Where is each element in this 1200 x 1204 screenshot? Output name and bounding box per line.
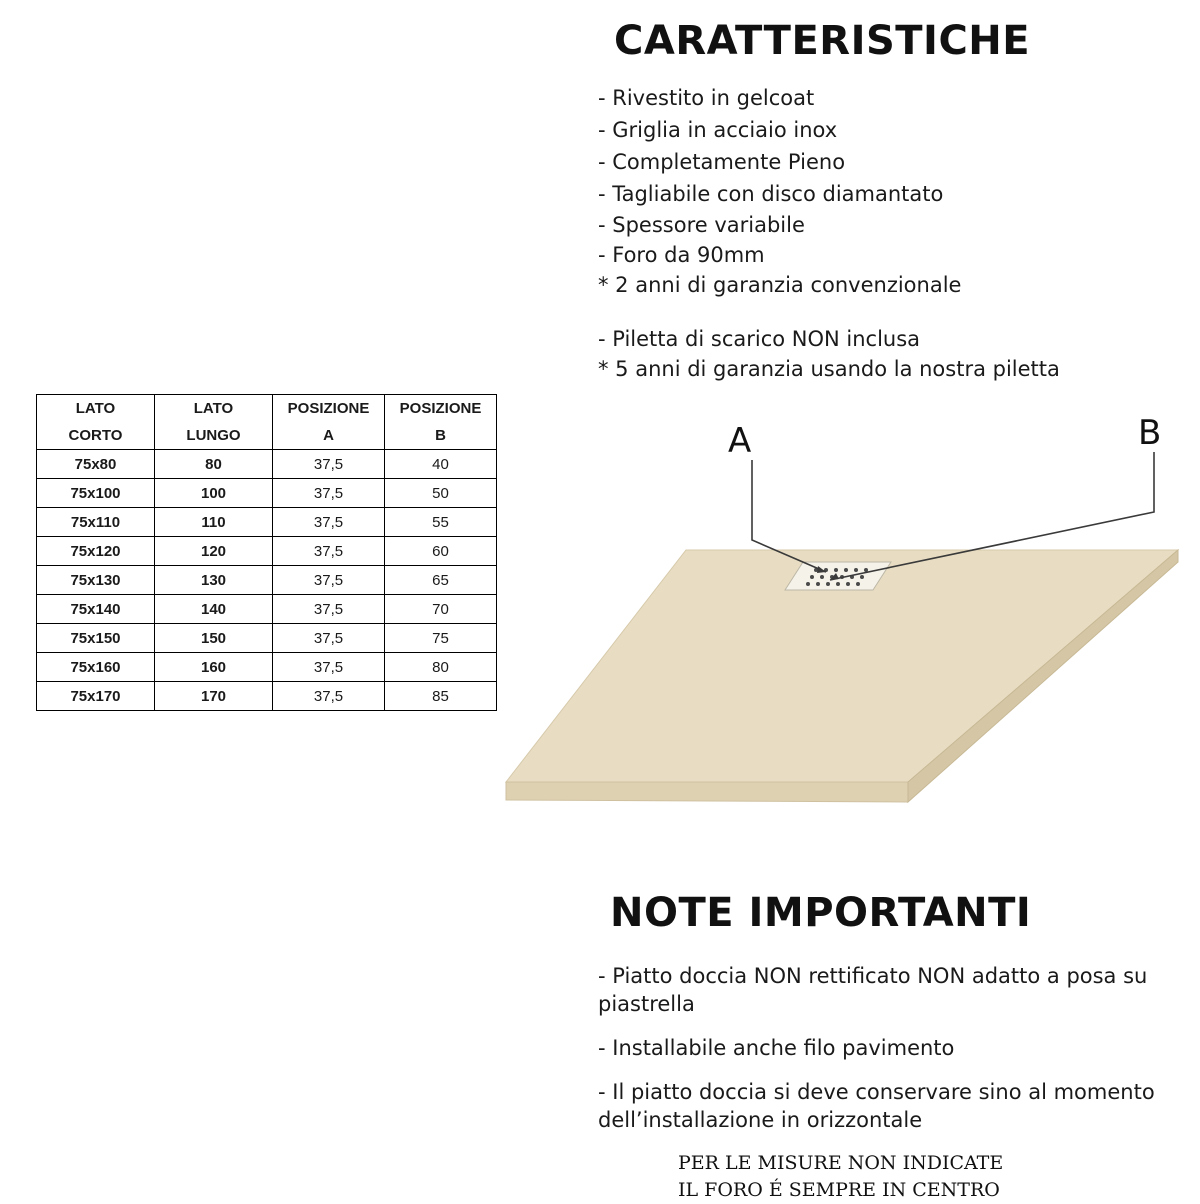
cell-lato-lungo: 100 [155,479,273,508]
cell-lato-corto: 75x100 [37,479,155,508]
cell-posizione-b: 85 [385,682,497,711]
cell-posizione-b: 55 [385,508,497,537]
cell-lato-lungo: 110 [155,508,273,537]
notes-heading: NOTE IMPORTANTI [610,890,1032,936]
list-item: - Il piatto doccia si deve conservare sino al momento dell’installazione in orizzontale [598,1080,1155,1132]
cell-posizione-b: 40 [385,450,497,479]
features-heading: CARATTERISTICHE [614,18,1031,64]
table-row [37,595,497,624]
column-header-sub: CORTO [37,422,155,450]
cell-posizione-b: 80 [385,653,497,682]
cell-posizione-a: 37,5 [273,595,385,624]
cell-lato-lungo: 80 [155,450,273,479]
cell-posizione-a: 37,5 [273,537,385,566]
cell-lato-corto: 75x120 [37,537,155,566]
cell-posizione-b: 65 [385,566,497,595]
column-header: POSIZIONE [385,395,497,423]
dimension-table-wrapper [36,394,496,711]
cell-posizione-b: 70 [385,595,497,624]
features-list [598,82,1198,384]
cell-posizione-a: 37,5 [273,624,385,653]
cell-lato-corto: 75x140 [37,595,155,624]
list-item: - Foro da 90mm [598,243,765,267]
drain-grate [785,562,891,590]
cell-lato-corto: 75x150 [37,624,155,653]
list-item: - Installabile anche filo pavimento [598,1036,955,1060]
features-panel [598,18,1198,384]
cell-posizione-a: 37,5 [273,653,385,682]
label-b: B [1138,413,1162,453]
table-header-row [37,395,497,423]
cell-posizione-a: 37,5 [273,508,385,537]
table-header-row-2 [37,422,497,450]
cell-lato-corto: 75x80 [37,450,155,479]
cell-posizione-b: 60 [385,537,497,566]
cell-lato-lungo: 150 [155,624,273,653]
column-header: LATO [155,395,273,423]
cell-posizione-a: 37,5 [273,450,385,479]
column-header: LATO [37,395,155,423]
dimension-table [36,394,497,711]
label-a: A [728,421,752,461]
cell-lato-lungo: 160 [155,653,273,682]
notes-panel [598,890,1198,1204]
column-header-sub: B [385,422,497,450]
cell-lato-lungo: 170 [155,682,273,711]
column-header-sub: A [273,422,385,450]
table-row [37,537,497,566]
table-row [37,682,497,711]
cell-lato-corto: 75x170 [37,682,155,711]
list-item: - Completamente Pieno [598,150,846,174]
cell-posizione-b: 75 [385,624,497,653]
list-item: * 2 anni di garanzia convenzionale [598,273,962,297]
table-row [37,450,497,479]
cell-lato-corto: 75x130 [37,566,155,595]
notes-footer-line-2: IL FORO É SEMPRE IN CENTRO [678,1179,1000,1201]
cell-lato-corto: 75x160 [37,653,155,682]
list-item: - Rivestito in gelcoat [598,86,815,110]
list-item: - Piletta di scarico NON inclusa [598,327,921,351]
list-item: - Tagliabile con disco diamantato [598,182,944,206]
cell-posizione-a: 37,5 [273,566,385,595]
table-row [37,566,497,595]
product-illustration [496,400,1200,860]
list-item: * 5 anni di garanzia usando la nostra piletta [598,357,1060,381]
cell-posizione-a: 37,5 [273,682,385,711]
cell-lato-lungo: 140 [155,595,273,624]
cell-lato-lungo: 120 [155,537,273,566]
cell-lato-corto: 75x110 [37,508,155,537]
list-item: - Spessore variabile [598,213,805,237]
table-row [37,653,497,682]
cell-lato-lungo: 130 [155,566,273,595]
list-item: - Griglia in acciaio inox [598,118,838,142]
table-row [37,508,497,537]
column-header: POSIZIONE [273,395,385,423]
cell-posizione-a: 37,5 [273,479,385,508]
table-row [37,479,497,508]
column-header-sub: LUNGO [155,422,273,450]
cell-posizione-b: 50 [385,479,497,508]
tray-front-edge [506,782,908,802]
notes-footer-line-1: PER LE MISURE NON INDICATE [678,1152,1004,1174]
table-row [37,624,497,653]
list-item: - Piatto doccia NON rettificato NON adatto a posa su piastrella [598,964,1148,1016]
notes-footer [678,1150,1198,1204]
notes-list [598,962,1198,1134]
